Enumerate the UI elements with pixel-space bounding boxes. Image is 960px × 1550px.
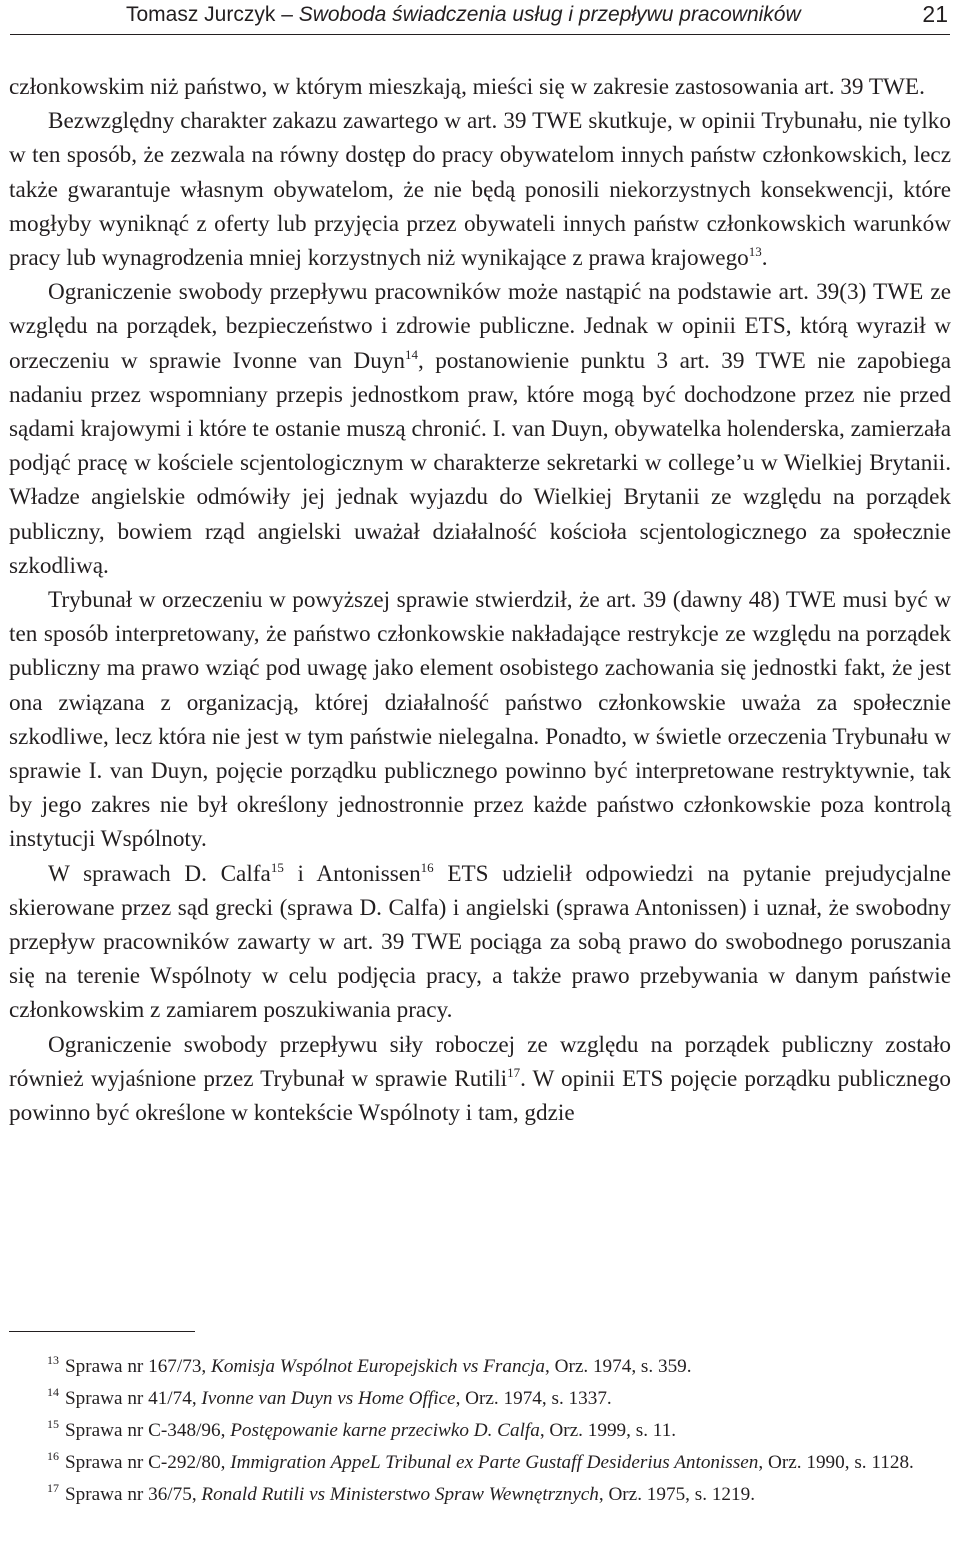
paragraph-6-text-a: Ograniczenie swobody przepływu siły roboczej ze względu na porządek publiczny zostało również wyjaśnione przez Trybunał w sprawie Rutili: [9, 1031, 951, 1092]
footnote-case-title: Postępowanie karne przeciwko D. Calfa: [230, 1420, 540, 1441]
footnote-17: [9, 1479, 951, 1511]
paragraph-6-text-b: . W opinii ETS pojęcie porządku publicznego powinno być określone w kontekście Wspólnoty i tam, gdzie: [9, 1065, 951, 1127]
footnote-ref-15[interactable]: 15: [270, 859, 284, 875]
paragraph-2: [9, 104, 951, 275]
footnote-number: 17: [47, 1481, 59, 1495]
footnote-15: [9, 1415, 951, 1447]
footnote-text: Sprawa nr 41/74,: [65, 1388, 202, 1409]
footnote-number: 15: [47, 1417, 59, 1431]
paragraph-4: Trybunał w orzeczeniu w powyższej sprawie stwierdził, że art. 39 (dawny 48) TWE musi być w ten sposób interpretowany, że państwo członkowskie nakładające restrykcje ze względu na porządek publiczny ma prawo wziąć pod uwagę jako element osobistego zachowania się jednostki fakt, że jest ona związana z organizacją, której działalność państwo członkowskie uważa za społecznie szkodliwe, lecz która nie jest w tym państwie nielegalna. Ponadto, w świetle orzeczenia Trybunału w sprawie I. van Duyn, pojęcie porządku publicznego powinno być interpretowane restryktywnie, tak by jego zakres nie był określony jednostronnie przez każde państwo członkowskie poza kontrolą instytucji Wspólnoty.: [9, 587, 951, 853]
header-book-title: Swoboda świadczenia usług i przepływu pracowników: [298, 3, 801, 26]
paragraph-5-text-b: i Antonissen: [283, 860, 421, 887]
footnote-citation: , Orz. 1974, s. 359.: [545, 1356, 692, 1377]
running-header: [10, 0, 950, 35]
footnote-citation: , Orz. 1990, s. 1128.: [758, 1452, 914, 1473]
footnote-ref-13[interactable]: 13: [748, 244, 762, 260]
footnote-ref-17[interactable]: 17: [507, 1064, 521, 1080]
footnote-case-title: Immigration AppeL Tribunal ex Parte Gustaff Desiderius Antonissen: [230, 1452, 759, 1473]
footnote-text: Sprawa nr C-292/80,: [65, 1452, 231, 1473]
paragraph-6: [9, 1028, 951, 1131]
footnote-text: Sprawa nr C-348/96,: [65, 1420, 231, 1441]
body-text: [9, 70, 951, 1130]
footnote-13: [9, 1351, 951, 1383]
footnote-separator: [9, 1331, 195, 1332]
footnote-ref-14[interactable]: 14: [404, 346, 418, 362]
footnote-case-title: Komisja Wspólnot Europejskich vs Francja: [211, 1356, 545, 1377]
footnotes: [9, 1351, 951, 1511]
footnote-citation: , Orz. 1974, s. 1337.: [455, 1388, 612, 1409]
footnote-16: [9, 1447, 951, 1479]
paragraph-3-text-b: , postanowienie punktu 3 art. 39 TWE nie zapobiega nadaniu przez wspomniany przepis jednostkom praw, które mogą być dochodzone przez nie przed sądami krajowymi i które te ostanie muszą chronić. I. van Duyn, obywatelka holenderska, zamierzała podjąć pracę w kościele scjentologicznym w charakterze sekretarki w college’u w Wielkiej Brytanii. Władze angielskie odmówiły jej jednak wyjazdu do Wielkiej Brytanii ze względu na porządek publiczny, bowiem rząd angielski uważał działalność kościoła scjentologicznego za społecznie szkodliwą.: [9, 347, 951, 579]
paragraph-3-text-a: Ograniczenie swobody przepływu pracowników może nastąpić na podstawie art. 39(3) TWE ze względu na porządek, bezpieczeństwo i zdrowie publiczne. Jednak w opinii ETS, którą wyraził w orzeczeniu w sprawie Ivonne van Duyn: [9, 279, 951, 374]
footnote-citation: , Orz. 1999, s. 11.: [539, 1420, 677, 1441]
paragraph-5-text-a: W sprawach D. Calfa: [48, 860, 271, 887]
header-author: Tomasz Jurczyk: [126, 3, 276, 26]
footnote-number: 16: [47, 1449, 59, 1463]
paragraph-3: [9, 275, 951, 583]
paragraph-2-text: Bezwzględny charakter zakazu zawartego w art. 39 TWE skutkuje, w opinii Trybunału, nie tylko w ten sposób, że zezwala na równy dostęp do pracy obywatelom innych państw członkowskich, lecz także gwarantuje własnym obywatelom, że nie będą ponosili niekorzystnych konsekwencji, które mogłyby wyniknąć z oferty lub przyjęcia przez obywateli innych państw członkowskich warunków pracy lub wynagrodzenia mniej korzystnych niż wynikające z prawa krajowego: [9, 108, 951, 272]
footnote-citation: , Orz. 1975, s. 1219.: [598, 1484, 755, 1505]
footnote-text: Sprawa nr 36/75,: [65, 1484, 202, 1505]
footnote-case-title: Ronald Rutili vs Ministerstwo Spraw Wewnętrznych: [201, 1484, 599, 1505]
paragraph-5-text-c: ETS udzielił odpowiedzi na pytanie prejudycjalne skierowane przez sąd grecki (sprawa D. Calfa) i angielski (sprawa Antonissen) i uznał, że swobodny przepływ pracowników zawarty w art. 39 TWE pociąga za sobą prawo do swobodnego poruszania się na terenie Wspólnoty w celu podjęcia pracy, a także prawo przebywania w danym państwie członkowskim z zamiarem poszukiwania pracy.: [9, 860, 951, 1024]
header-separator: –: [275, 3, 299, 26]
footnote-number: 13: [47, 1353, 59, 1367]
paragraph-2-end: .: [761, 245, 768, 272]
footnote-number: 14: [47, 1385, 59, 1399]
footnote-ref-16[interactable]: 16: [420, 859, 434, 875]
paragraph-1: członkowskim niż państwo, w którym mieszkają, mieści się w zakresie zastosowania art. 39 TWE.: [9, 74, 925, 100]
footnote-14: [9, 1383, 951, 1415]
header-title: [126, 3, 801, 27]
footnote-text: Sprawa nr 167/73,: [65, 1356, 212, 1377]
page-number: 21: [922, 1, 948, 27]
footnote-case-title: Ivonne van Duyn vs Home Office: [201, 1388, 456, 1409]
paragraph-5: [9, 857, 951, 1028]
